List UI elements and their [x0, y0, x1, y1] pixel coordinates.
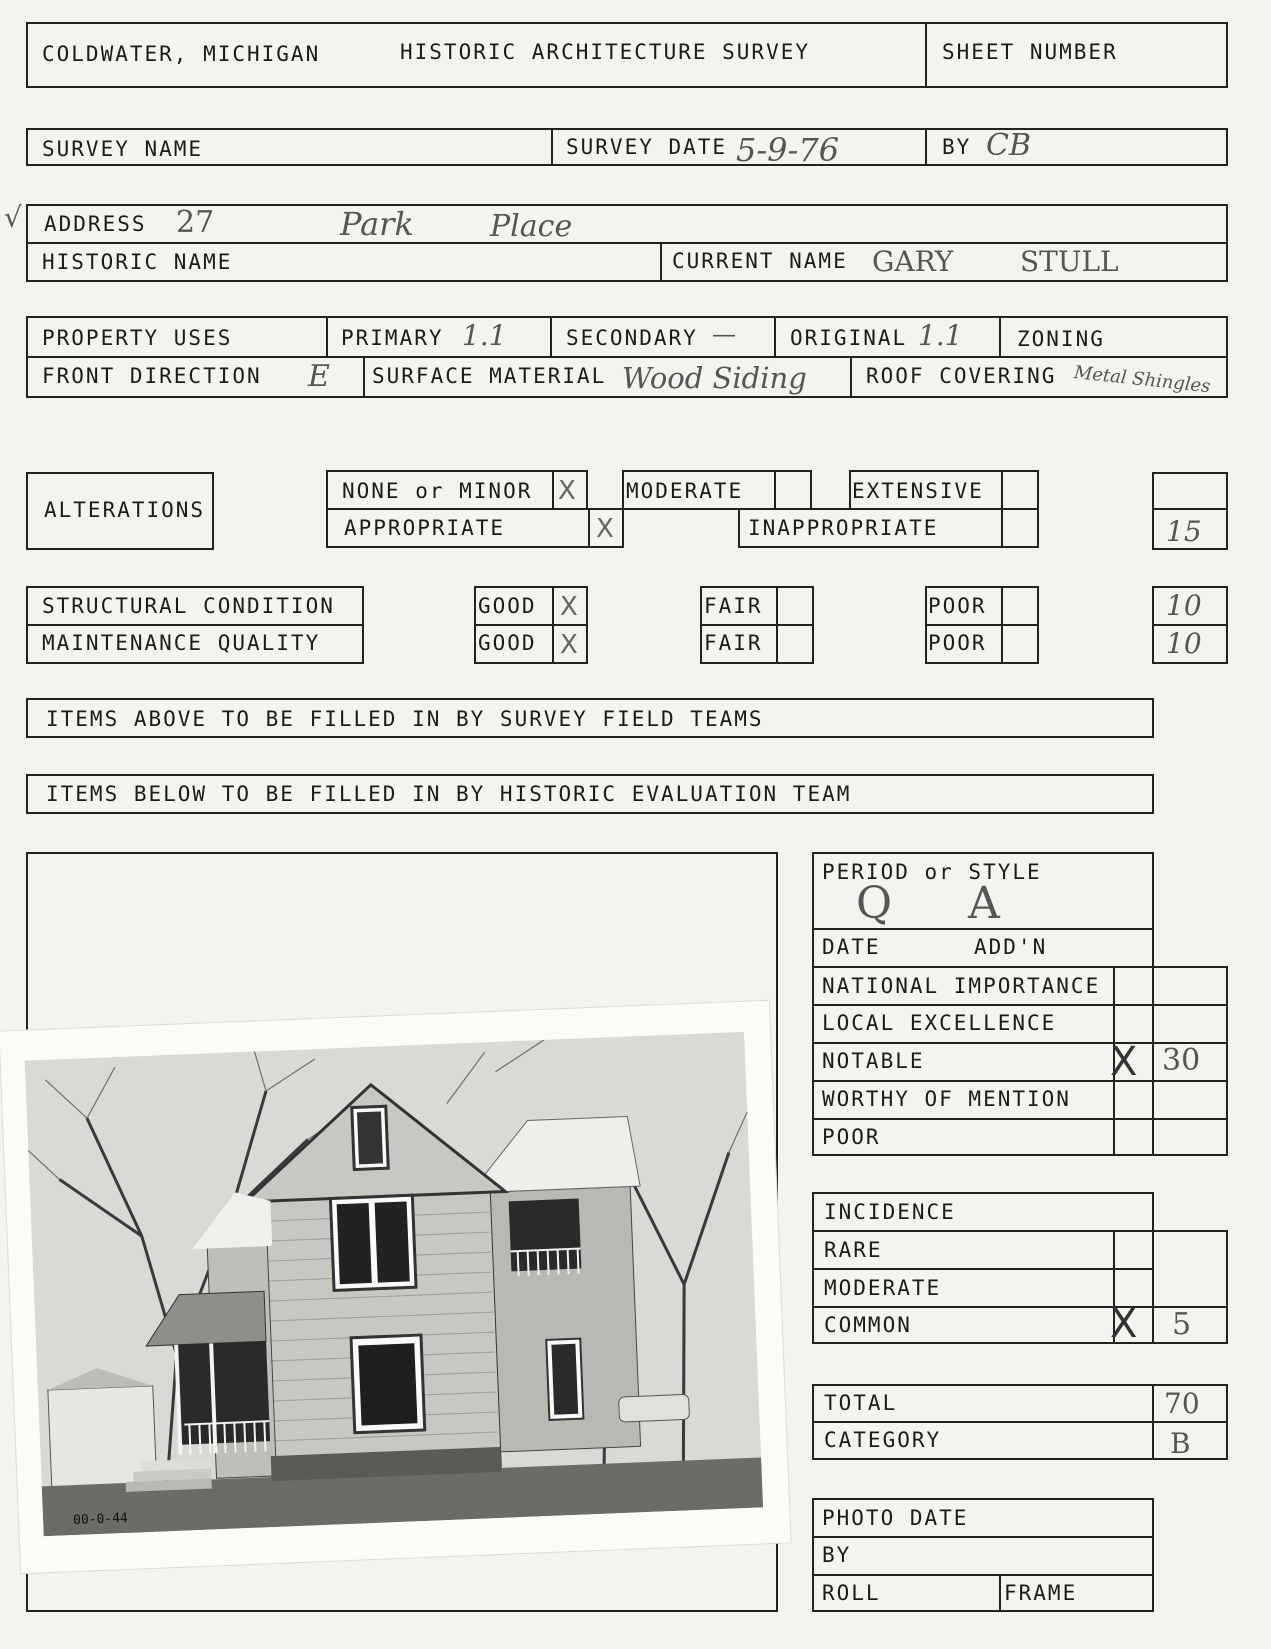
- inappropriate-label: INAPPROPRIATE: [748, 516, 939, 540]
- survey-date-value: 5-9-76: [736, 131, 840, 169]
- maintenance-fair-label: FAIR: [704, 631, 763, 655]
- period-style-label: PERIOD or STYLE: [822, 860, 1042, 884]
- structural-good-label: GOOD: [478, 594, 537, 618]
- sheet-number-label: SHEET NUMBER: [942, 40, 1118, 64]
- common-label: COMMON: [824, 1313, 912, 1337]
- photo-date-label: PHOTO DATE: [822, 1506, 969, 1530]
- alterations-score: 15: [1166, 515, 1202, 548]
- common-score: 5: [1172, 1307, 1192, 1342]
- photo-caption: 00-0-44: [72, 1510, 129, 1529]
- local-excellence-label: LOCAL EXCELLENCE: [822, 1011, 1057, 1035]
- period-value-2: A: [968, 878, 1000, 929]
- national-importance-label: NATIONAL IMPORTANCE: [822, 974, 1101, 998]
- structural-score: 10: [1166, 589, 1202, 622]
- historic-name-label: HISTORIC NAME: [42, 250, 233, 274]
- above-note: ITEMS ABOVE TO BE FILLED IN BY SURVEY FIELD TEAMS: [46, 707, 764, 731]
- address-street-2: Place: [490, 209, 573, 244]
- secondary-label: SECONDARY: [566, 326, 698, 350]
- check-mark: √: [4, 201, 22, 234]
- surface-material-label: SURFACE MATERIAL: [372, 364, 607, 388]
- survey-by-value: CB: [986, 128, 1031, 163]
- incidence-label: INCIDENCE: [824, 1200, 956, 1224]
- incidence-moderate-label: MODERATE: [824, 1276, 942, 1300]
- none-minor-mark: X: [558, 476, 576, 506]
- notable-label: NOTABLE: [822, 1049, 925, 1073]
- frame-label: FRAME: [1004, 1581, 1078, 1605]
- current-name-first: GARY: [872, 245, 954, 278]
- category-label: CATEGORY: [824, 1428, 942, 1452]
- total-label: TOTAL: [824, 1391, 898, 1415]
- roof-covering-value: Metal Shingles: [1072, 362, 1212, 398]
- below-note: ITEMS BELOW TO BE FILLED IN BY HISTORIC EVALUATION TEAM: [46, 782, 852, 806]
- structural-good-mark: X: [560, 592, 578, 622]
- house-photo-image: [25, 1032, 764, 1537]
- surface-material-value: Wood Siding: [622, 361, 807, 395]
- address-street-1: Park: [340, 205, 414, 243]
- date-label: DATE: [822, 935, 881, 959]
- structural-poor-label: POOR: [928, 594, 987, 618]
- header-city: COLDWATER, MICHIGAN: [42, 42, 321, 66]
- none-minor-label: NONE or MINOR: [342, 479, 533, 503]
- survey-date-label: SURVEY DATE: [566, 135, 728, 159]
- evaluation-poor-label: POOR: [822, 1125, 881, 1149]
- moderate-label: MODERATE: [626, 479, 744, 503]
- primary-value: 1.1: [462, 319, 507, 352]
- category-value: B: [1170, 1427, 1191, 1460]
- notable-score: 30: [1162, 1043, 1201, 1078]
- primary-label: PRIMARY: [341, 326, 444, 350]
- property-uses-label: PROPERTY USES: [42, 326, 233, 350]
- structural-condition-label: STRUCTURAL CONDITION: [42, 594, 335, 618]
- maintenance-good-mark: X: [560, 630, 578, 660]
- maintenance-good-label: GOOD: [478, 631, 537, 655]
- survey-by-label: BY: [942, 135, 972, 159]
- maintenance-quality-label: MAINTENANCE QUALITY: [42, 631, 321, 655]
- zoning-label: ZONING: [1017, 327, 1105, 351]
- worthy-of-mention-label: WORTHY OF MENTION: [822, 1087, 1071, 1111]
- address-label: ADDRESS: [44, 212, 147, 236]
- front-direction-value: E: [308, 359, 330, 394]
- total-value: 70: [1164, 1387, 1200, 1420]
- house-photo: [0, 1001, 791, 1573]
- maintenance-poor-label: POOR: [928, 631, 987, 655]
- structural-fair-label: FAIR: [704, 594, 763, 618]
- addn-label: ADD'N: [974, 935, 1048, 959]
- current-name-label: CURRENT NAME: [672, 249, 848, 273]
- common-mark: X: [1110, 1301, 1138, 1347]
- rare-label: RARE: [824, 1238, 883, 1262]
- alterations-label: ALTERATIONS: [44, 498, 206, 522]
- survey-name-label: SURVEY NAME: [42, 137, 204, 161]
- roll-label: ROLL: [822, 1581, 881, 1605]
- header-title: HISTORIC ARCHITECTURE SURVEY: [400, 40, 811, 64]
- notable-mark: X: [1110, 1039, 1138, 1085]
- period-value-1: Q: [856, 878, 893, 929]
- extensive-label: EXTENSIVE: [852, 479, 984, 503]
- address-number: 27: [176, 205, 215, 240]
- secondary-value: —: [712, 320, 736, 348]
- original-label: ORIGINAL: [790, 326, 908, 350]
- front-direction-label: FRONT DIRECTION: [42, 364, 262, 388]
- current-name-last: STULL: [1020, 245, 1119, 278]
- appropriate-label: APPROPRIATE: [344, 516, 506, 540]
- appropriate-mark: X: [596, 514, 614, 544]
- maintenance-score: 10: [1166, 627, 1202, 660]
- photo-by-label: BY: [822, 1543, 852, 1567]
- roof-covering-label: ROOF COVERING: [866, 364, 1057, 388]
- original-value: 1.1: [918, 319, 963, 352]
